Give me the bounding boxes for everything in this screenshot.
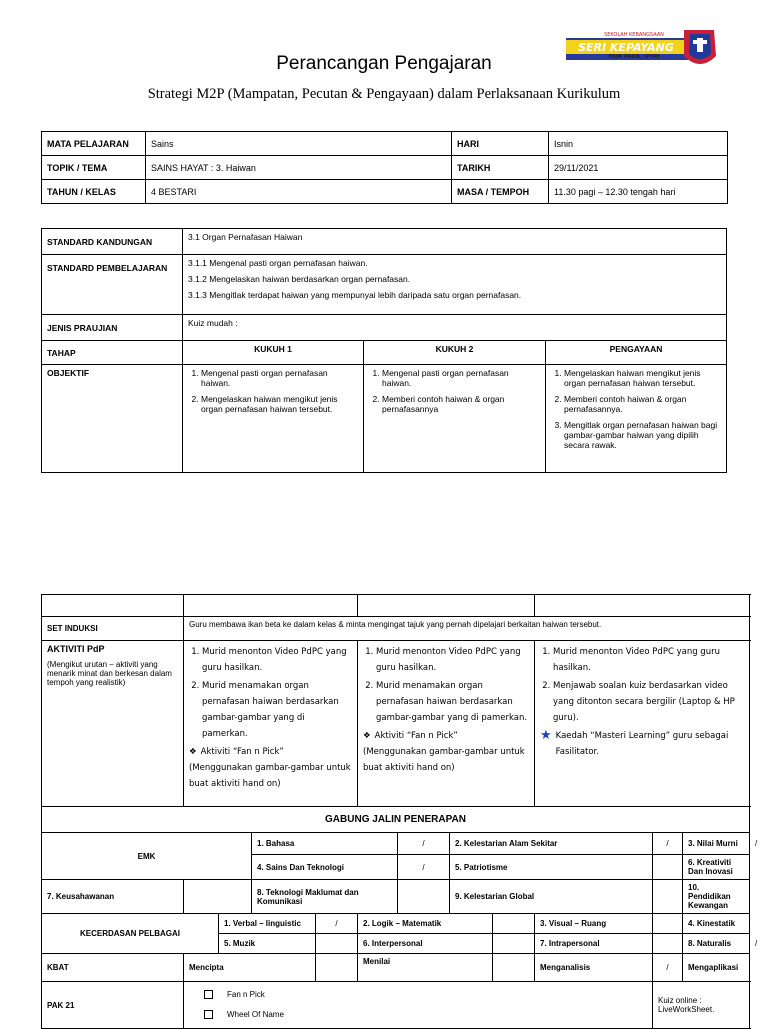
empty-cell — [653, 855, 683, 880]
activity-note: (Menggunakan gambar-gambar untuk buat aktiviti hand on) — [189, 763, 351, 789]
empty-cell — [535, 595, 750, 617]
info-table — [41, 131, 728, 204]
activity-bullet: Kaedah “Masteri Learning” guru sebagai Fasilitator. — [555, 731, 729, 757]
jp-label: JENIS PRAUJIAN — [42, 315, 183, 341]
kukuh2-header: KUKUH 2 — [364, 341, 546, 365]
empty-cell — [493, 934, 535, 954]
sp-item: 3.1.3 Mengitlak terdapat haiwan yang mempunyai lebih daripada satu organ pernafasan. — [188, 290, 522, 300]
mata-pelajaran-label: MATA PELAJARAN — [42, 132, 146, 156]
empty-cell — [184, 595, 358, 617]
kukuh1-header: KUKUH 1 — [183, 341, 364, 365]
emk-tick: / — [398, 855, 450, 880]
topik-label: TOPIK / TEMA — [42, 156, 146, 180]
checkbox-icon — [204, 990, 213, 999]
emk-tick: / — [398, 833, 450, 855]
activity-bullet: Aktiviti “Fan n Pick” — [374, 731, 458, 741]
objektif-pengayaan — [546, 365, 727, 473]
objective-item: 3. Mengitlak organ pernafasan haiwan bagi gambar-gambar haiwan yang dipilih secara rawak. — [564, 420, 721, 450]
objective-item: 1. Mengelaskan haiwan mengikut jenis organ pernafasan haiwan tersebut. — [564, 368, 721, 388]
pak21-item: Fan n Pick — [227, 990, 265, 999]
empty-cell — [493, 914, 535, 934]
emk-nilai: 3. Nilai Murni — [683, 833, 750, 855]
kp-kinestatik: 4. Kinestatik — [683, 914, 750, 934]
sp-label: STANDARD PEMBELAJARAN — [42, 255, 183, 315]
mata-pelajaran-value: Sains — [146, 132, 452, 156]
objektif-kukuh2 — [364, 365, 546, 473]
kp-muzik: 5. Muzik — [219, 934, 316, 954]
empty-cell — [316, 954, 358, 982]
diamond-bullet-icon: ❖ — [363, 731, 371, 741]
checkbox-icon — [204, 1010, 213, 1019]
plan-table — [41, 228, 727, 473]
aktiviti-kukuh2 — [358, 641, 535, 807]
logo-small-text: SEKOLAH KEBANGSAAN — [604, 32, 664, 38]
aktiviti-pengayaan — [535, 641, 750, 807]
kp-intrapersonal: 7. Intrapersonal — [535, 934, 653, 954]
star-icon: ★ — [540, 728, 552, 743]
empty-cell — [358, 595, 535, 617]
kbat-mencipta: Mencipta — [184, 954, 316, 982]
kp-visual: 3. Visual – Ruang — [535, 914, 653, 934]
jp-value: Kuiz mudah : — [183, 315, 727, 341]
masa-label: MASA / TEMPOH — [452, 180, 549, 204]
empty-cell — [42, 595, 184, 617]
kp-interpersonal: 6. Interpersonal — [358, 934, 493, 954]
kp-tick: / — [316, 914, 358, 934]
gabung-heading: GABUNG JALIN PENERAPAN — [42, 807, 750, 833]
kecerdasan-label: KECERDASAN PELBAGAI — [42, 914, 219, 954]
pak21-item: Wheel Of Name — [227, 1010, 284, 1019]
emk-label: EMK — [42, 833, 252, 880]
kbat-tick: / — [653, 954, 683, 982]
activity-bullet: Aktiviti “Fan n Pick” — [200, 747, 284, 757]
objective-item: 2. Memberi contoh haiwan & organ pernafasannya — [382, 394, 540, 414]
activity-item: 2. Menjawab soalan kuiz berdasarkan video yang ditonton secara bergilir (Laptop & HP guru). — [553, 678, 744, 726]
tarikh-value: 29/11/2021 — [549, 156, 728, 180]
activity-item: 2. Murid menamakan organ pernafasan haiwan berdasarkan gambar-gambar yang di pamerkan. — [376, 678, 529, 726]
kbat-label: KBAT — [42, 954, 184, 982]
activity-item: 2. Murid menamakan organ pernafasan haiwan berdasarkan gambar-gambar yang di pamerkan. — [202, 678, 352, 742]
kp-naturalis: 8. Naturalis — [683, 934, 750, 954]
pak21-label: PAK 21 — [42, 982, 184, 1029]
tahun-label: TAHUN / KELAS — [42, 180, 146, 204]
empty-cell — [184, 880, 252, 914]
activity-note: (Menggunakan gambar-gambar untuk buat aktiviti hand on) — [363, 747, 525, 773]
emk-kelestarian: 2. Kelestarian Alam Sekitar — [450, 833, 653, 855]
empty-cell — [398, 880, 450, 914]
empty-cell — [653, 880, 683, 914]
kp-verbal: 1. Verbal – linguistic — [219, 914, 316, 934]
kbat-menganalisis: Menganalisis — [535, 954, 653, 982]
diamond-bullet-icon: ❖ — [189, 747, 197, 757]
aktiviti-kukuh1 — [184, 641, 358, 807]
logo-name-text: SERI KEPAYANG — [578, 41, 674, 54]
sk-value: 3.1 Organ Pernafasan Haiwan — [183, 229, 727, 255]
hari-value: Isnin — [549, 132, 728, 156]
emk-kreativiti: 6. Kreativiti Dan Inovasi — [683, 855, 750, 880]
activity-item: 1. Murid menonton Video PdPC yang guru hasilkan. — [553, 644, 744, 676]
logo-place-text: FAIR PARK, IPOH — [608, 54, 660, 60]
aktiviti-pdp-note: (Mengikut urutan – aktiviti yang menarik minat dan berkesan dalam tempoh yang realistik) — [47, 660, 172, 687]
topik-value: SAINS HAYAT : 3. Haiwan — [146, 156, 452, 180]
pak21-kuiz: Kuiz online : LiveWorkSheet. — [653, 982, 750, 1029]
emk-tick: / — [653, 833, 683, 855]
sp-item: 3.1.1 Mengenal pasti organ pernafasan haiwan. — [188, 258, 368, 268]
emk-tmk: 8. Teknologi Maklumat dan Komunikasi — [252, 880, 398, 914]
aktiviti-pdp-label: AKTIVITI PdP — [47, 644, 105, 654]
objective-item: 2. Memberi contoh haiwan & organ pernafasannya. — [564, 394, 721, 414]
emk-keusahawanan: 7. Keusahawanan — [42, 880, 184, 914]
emk-bahasa: 1. Bahasa — [252, 833, 398, 855]
empty-cell — [653, 914, 683, 934]
masa-value: 11.30 pagi – 12.30 tengah hari — [549, 180, 728, 204]
set-induksi-value: Guru membawa ikan beta ke dalam kelas & minta mengingat tajuk yang pernah dipelajari berkaitan haiwan tersebut. — [184, 617, 750, 641]
emk-patriotisme: 5. Patriotisme — [450, 855, 653, 880]
objektif-label: OBJEKTIF — [42, 365, 183, 473]
objective-item: 1. Mengenal pasti organ pernafasan haiwan. — [201, 368, 358, 388]
kp-logik: 2. Logik – Matematik — [358, 914, 493, 934]
sp-list — [183, 255, 727, 315]
set-induksi-label: SET INDUKSI — [42, 617, 184, 641]
page-title: Perancangan Pengajaran — [276, 53, 492, 74]
sk-label: STANDARD KANDUNGAN — [42, 229, 183, 255]
kbat-mengaplikasi: Mengaplikasi — [683, 954, 750, 982]
objektif-kukuh1 — [183, 365, 364, 473]
empty-cell — [316, 934, 358, 954]
empty-cell — [493, 954, 535, 982]
kbat-menilai: Menilai — [358, 954, 493, 982]
page-subtitle: Strategi M2P (Mampatan, Pecutan & Pengayaan) dalam Perlaksanaan Kurikulum — [147, 86, 621, 102]
tarikh-label: TARIKH — [452, 156, 549, 180]
activity-item: 1. Murid menonton Video PdPC yang guru hasilkan. — [202, 644, 352, 676]
objective-item: 1. Mengenal pasti organ pernafasan haiwan. — [382, 368, 540, 388]
emk-sains: 4. Sains Dan Teknologi — [252, 855, 398, 880]
activity-table: SET INDUKSI Guru membawa ikan beta ke dalam kelas & minta mengingat tajuk yang pernah dipelajari berkaitan haiwan tersebut. AKTIVITI PdP (Mengikut urutan – aktiviti yang menarik minat dan berkesan dalam tempoh yang realistik) 1. Murid menonton Video PdPC yang guru hasilkan. 2. Murid menamakan organ pernafasan haiwan berdasarkan gambar-gambar yang di pamerkan. ❖ Aktiviti “Fan n Pick” (Menggunakan gambar-gambar untuk buat aktiviti hand on) 1. Murid menonton Video PdPC yang guru hasilkan. 2. Murid menamakan organ pernafasan haiwan berdasarkan gambar-gambar yang di pamerkan. ❖ Aktiviti “Fan n Pick” (Menggunakan gambar-gambar untuk buat aktiviti hand on) 1. Murid menonton Video PdPC yang guru hasilkan. 2. Menjawab soalan kuiz berdasarkan video yang ditonton secara bergilir (Laptop & HP guru). ★ Kaedah “Masteri Learning” guru sebagai Fasilitator. GABUNG JALIN PENERAPAN EMK 1. Bahasa / 2. Kelestarian Alam Sekitar / 3. Nilai Murni / 4. Sains Dan Teknologi / 5. Patriotisme 6. Kreativiti Dan Inovasi 7. Keusahawanan 8. Teknologi Maklumat dan Komunikasi 9. Kelestarian Global 10. Pendidikan Kewangan KECERDASAN PELBAGAI 1. Verbal – linguistic / 2. Logik – Matematik 3. Visual – Ruang 4. Kinestatik 5. Muzik 6. Interpersonal 7. Intrapersonal 8. Naturalis / KBAT Mencipta Menilai Menganalisis / Mengaplikasi PAK 21 Fan n Pick Wheel Of Name Kuiz online : LiveWorkSheet. — [41, 594, 750, 1029]
sp-item: 3.1.2 Mengelaskan haiwan berdasarkan organ pernafasan. — [188, 274, 411, 284]
pak21-items — [184, 982, 653, 1029]
aktiviti-pdp-cell — [42, 641, 184, 807]
emk-kewangan: 10. Pendidikan Kewangan — [683, 880, 750, 914]
emk-global: 9. Kelestarian Global — [450, 880, 653, 914]
tahun-value: 4 BESTARI — [146, 180, 452, 204]
tahap-label: TAHAP — [42, 341, 183, 365]
pengayaan-header: PENGAYAAN — [546, 341, 727, 365]
hari-label: HARI — [452, 132, 549, 156]
activity-item: 1. Murid menonton Video PdPC yang guru hasilkan. — [376, 644, 529, 676]
school-logo — [564, 26, 722, 72]
empty-cell — [653, 934, 683, 954]
objective-item: 2. Mengelaskan haiwan mengikut jenis organ pernafasan haiwan tersebut. — [201, 394, 358, 414]
